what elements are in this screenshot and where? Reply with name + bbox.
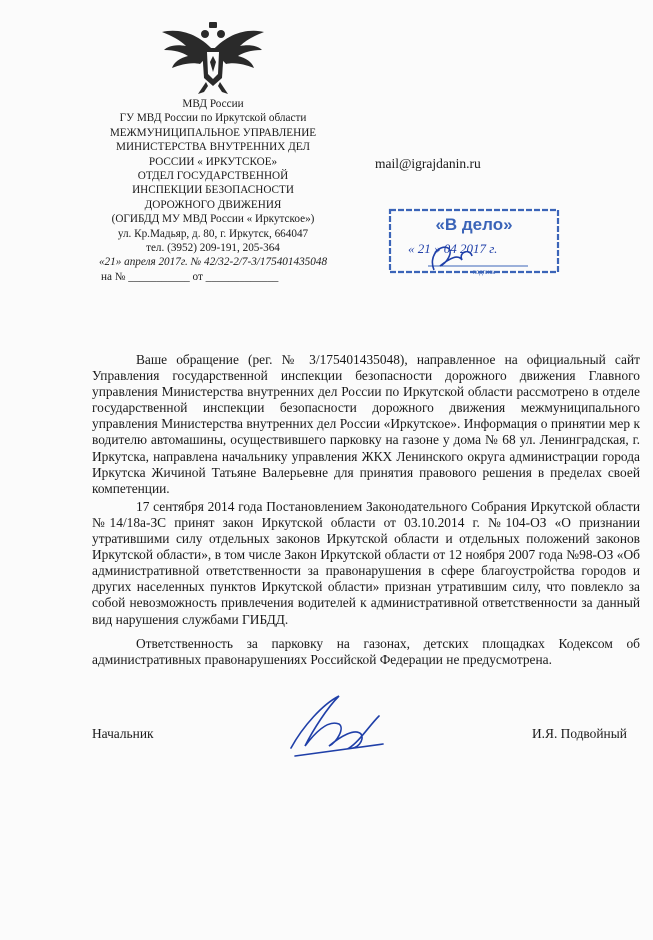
header-line: МЕЖМУНИЦИПАЛЬНОЕ УПРАВЛЕНИЕ [109,126,317,139]
header-line: ул. Кр.Мадьяр, д. 80, г. Иркутск, 664047 [117,227,309,240]
body-paragraph: Ответственность за парковку на газонах, детских площадках Кодексом об административных правонарушениях Российской Федерации не предусмотрена. [92,635,640,667]
header-line: ОТДЕЛ ГОСУДАРСТВЕННОЙ [137,170,289,183]
signatory-name: И.Я. Подвойный [532,726,627,741]
letter-body [92,352,640,670]
header-line: ГУ МВД России по Иркутской области [119,112,307,125]
stamp-caption: подпись [472,270,496,276]
header-line: МВД России [182,98,244,110]
sender-header [84,97,342,284]
stamp-title: «В дело» [435,215,513,234]
header-line: ДОРОЖНОГО ДВИЖЕНИЯ [144,198,282,211]
header-line: ИНСПЕКЦИИ БЕЗОПАСНОСТИ [132,184,294,197]
body-paragraph: Ваше обращение (рег. № 3/175401435048), направленное на официальный сайт Управления государственной инспекции безопасности дорожного движения Главного управления Министерства внутренних дел России по Иркутской области рассмотрено в отделе государственной инспекции безопасности дорожного движения межмуниципального управления Министерства внутренних дел России «Иркутское». Информация о принятии мер к водителю автомашины, осуществившего парковку на газоне у дома № 68 ул. Ленинградская, г. Иркутска, направлена начальнику управления ЖКХ Ленинского округа администрации города Иркутска Жичиной Татьяне Валерьевне для принятия правового решения в пределах своей компетенции. [92,352,640,496]
v-delo-stamp [388,208,560,278]
header-line: (ОГИБДД МУ МВД России « Иркутское») [111,213,315,226]
header-line: РОССИИ « ИРКУТСКОЕ» [148,155,278,168]
header-line: МИНИСТЕРСТВА ВНУТРЕННИХ ДЕЛ [116,141,310,154]
mvd-emblem [158,20,268,98]
stamp-date: « 21 » 04 2017 г. [408,241,498,256]
handwritten-signature [283,686,388,764]
date-reference: «21» апреля 2017г. № 42/32-2/7-3/175401435048 [98,256,328,269]
header-line: тел. (3952) 209-191, 205-364 [146,242,280,255]
reply-reference: на № ___________ от _____________ [101,270,279,283]
recipient-email: mail@igrajdanin.ru [375,156,481,171]
signatory-title: Начальник [92,726,154,741]
body-paragraph: 17 сентября 2014 года Постановлением Законодательного Собрания Иркутской области №14/18а-ЗС принят закон Иркутской области от 03.10.2014 г. №104-ОЗ «О признании утратившими силу отдельных законов Иркутской области и отдельных положений законов Иркутской области», в том числе Закон Иркутской области от 12 ноября 2007 года №98-ОЗ «Об административной ответственности за правонарушения в сфере благоустройства городов и других населенных пунктов Иркутской области» признан утратившим силу, что повлекло за собой невозможность привлечения водителей к административной ответственности за данный вид нарушения службами ГИБДД. [92,498,640,627]
